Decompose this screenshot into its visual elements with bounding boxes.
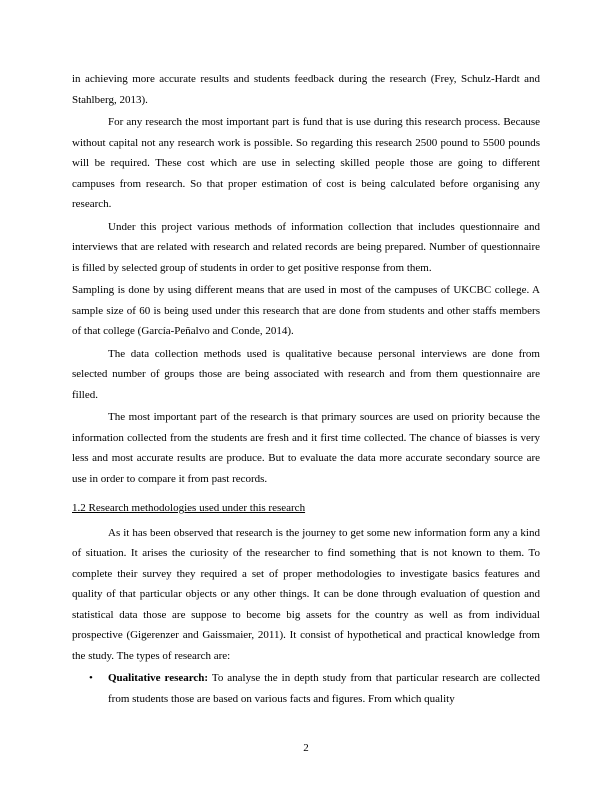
page-number: 2	[303, 742, 309, 754]
bullet-icon: •	[89, 672, 93, 684]
paragraph-information-collection: Under this project various methods of information collection that includes questionnaire and interviews that are related with research and related records are being prepared. Number of questionnaire is filled by selected group of students in order to get positive response from them.	[72, 220, 540, 274]
bullet-text: To analyse the in depth study from that particular research are collected from students those are based on various facts and figures. From which quality	[108, 672, 540, 705]
section-heading: 1.2 Research methodologies used under this research	[72, 502, 306, 514]
research-types-list	[72, 668, 540, 709]
paragraph-data-collection-methods: The data collection methods used is qualitative because personal interviews are done from selected number of groups those are being associated with research and from them questionnaire are filled.	[72, 347, 540, 401]
paragraph-research-methodologies: As it has been observed that research is the journey to get some new information form any a kind of situation. It arises the curiosity of the researcher to find something that is not known to them. To complete their survey they required a set of proper methodologies to investigate basics features and quality of that particular objects or any other things. It can be done through evaluation of question and statistical data those are suppose to become big assets for the country as well as from individual prospective (Gigerenzer and Gaissmaier, 2011). It consist of hypothetical and practical knowledge from the study. The types of research are:	[72, 526, 540, 662]
list-item-qualitative-research	[72, 668, 540, 709]
paragraph-funding: For any research the most important part is fund that is use during this research process. Because without capital not any research work is possible. So regarding this research 2500 pound to 5500 pounds will be required. These cost which are use in selecting skilled people those are going to different campuses from research. So that proper estimation of cost is being calculated before organising any research.	[72, 116, 540, 210]
paragraph-continuation: in achieving more accurate results and students feedback during the research (Frey, Schulz-Hardt and Stahlberg, 2013).	[72, 73, 540, 106]
paragraph-sampling: Sampling is done by using different means that are used in most of the campuses of UKCBC college. A sample size of 60 is being used under this research that are done from students and other staffs members of that college (García-Peñalvo and Conde, 2014).	[72, 284, 540, 337]
bullet-term: Qualitative research:	[108, 672, 209, 684]
paragraph-primary-sources: The most important part of the research is that primary sources are used on priority because the information collected from the students are fresh and it first time collected. The chance of biasses is very less and most accurate results are produce. But to evaluate the data more accurate secondary source are use in order to compare it from past records.	[72, 411, 540, 485]
page-body	[72, 69, 540, 709]
